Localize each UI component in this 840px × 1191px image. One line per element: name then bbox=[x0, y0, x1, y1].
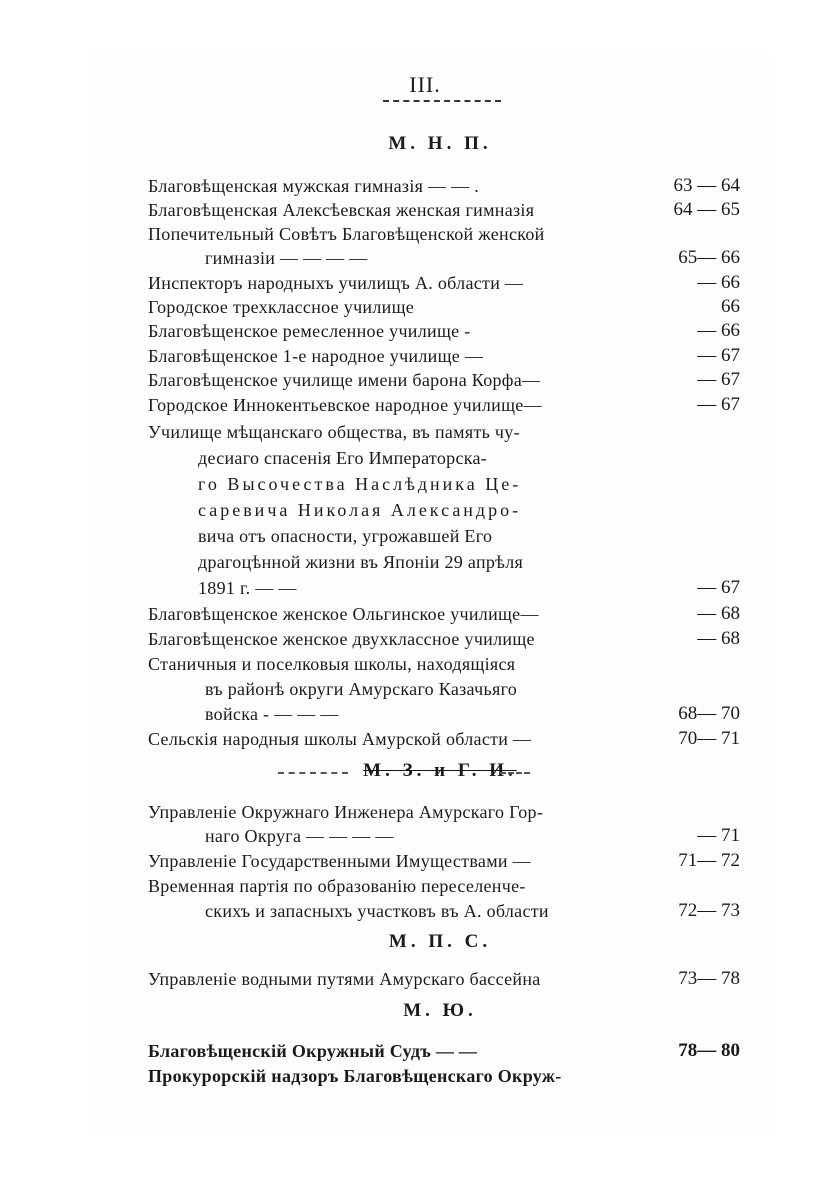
section-heading: М. П. С. bbox=[388, 931, 492, 952]
toc-entry-text: Сельскія народныя школы Амурской области — bbox=[148, 729, 532, 749]
page-number: III. bbox=[409, 72, 441, 97]
toc-entry-pages: — 71 bbox=[697, 825, 740, 846]
toc-entry-text: Попечительный Совѣтъ Благовѣщенской женской bbox=[148, 224, 545, 244]
toc-entry-pages: 70— 71 bbox=[678, 728, 740, 749]
toc-entry-pages: — 67 bbox=[697, 394, 740, 415]
toc-entry-text: Управленіе Государственными Имуществами — bbox=[148, 851, 531, 871]
toc-entry-text: Благовѣщенская мужская гимназія — — . bbox=[148, 176, 480, 196]
section-heading-text: М. З. и Г. И. bbox=[363, 760, 517, 781]
toc-entry-pages: — 68 bbox=[697, 628, 740, 649]
toc-entry-text: Благовѣщенское женское двухклассное училище bbox=[148, 629, 535, 649]
toc-entry-text: Училище мѣщанскаго общества, въ память чу- bbox=[148, 422, 520, 442]
toc-entry-pages: — 67 bbox=[697, 369, 740, 390]
toc-entry-text: Станичныя и поселковыя школы, находящіяся bbox=[148, 654, 516, 674]
toc-entry-pages: — 67 bbox=[697, 577, 740, 598]
toc-entry-pages: 78— 80 bbox=[678, 1040, 740, 1061]
toc-entry-text-continued: саревича Николая Александро- bbox=[198, 500, 522, 520]
toc-entry-text: Городское Иннокентьевское народное училище— bbox=[148, 395, 542, 415]
toc-entry-pages: — 66 bbox=[697, 320, 740, 341]
toc-entry-pages: 66 bbox=[721, 296, 740, 317]
toc-entry-text: Благовѣщенское 1-е народное училище — bbox=[148, 346, 484, 366]
toc-entry-text: Управленіе водными путями Амурскаго бассейна bbox=[148, 969, 541, 989]
toc-entry-text: Управленіе Окружнаго Инженера Амурскаго Гор- bbox=[148, 802, 544, 822]
toc-entry-text: Благовѣщенская Алексѣевская женская гимназія bbox=[148, 200, 535, 220]
section-heading: М. Н. П. bbox=[388, 133, 492, 154]
toc-entry-pages: 68— 70 bbox=[678, 703, 740, 724]
toc-entry-pages: — 68 bbox=[697, 603, 740, 624]
toc-entry-pages: 63 — 64 bbox=[673, 175, 740, 196]
toc-entry-pages: 72— 73 bbox=[678, 900, 740, 921]
section-heading bbox=[140, 760, 740, 782]
toc-entry-pages: 65— 66 bbox=[678, 247, 740, 268]
toc-entry-text: Благовѣщенскій Окружный Судъ — — bbox=[148, 1041, 478, 1061]
toc-entry-text: Городское трехклассное училище bbox=[148, 297, 415, 317]
toc-entry-text-continued: скихъ и запасныхъ участковъ въ А. области bbox=[205, 901, 549, 921]
toc-entry-text-continued: 1891 г. — — bbox=[198, 578, 297, 598]
heading-dash-right bbox=[500, 772, 530, 774]
toc-entry-pages: 73— 78 bbox=[678, 968, 740, 989]
toc-entry-text: Временная партія по образованію переселенче- bbox=[148, 876, 526, 896]
toc-entry-pages: — 66 bbox=[697, 272, 740, 293]
toc-entry-pages: 71— 72 bbox=[678, 850, 740, 871]
toc-entry-text-continued: вича отъ опасности, угрожавшей Его bbox=[198, 526, 493, 546]
toc-entry-text-continued: гимназіи — — — — bbox=[205, 248, 368, 268]
toc-entry-pages: 64 — 65 bbox=[673, 199, 740, 220]
toc-entry-text-continued: въ районѣ округи Амурскаго Казачьяго bbox=[205, 679, 518, 699]
page-number-rule bbox=[383, 100, 501, 102]
section-heading: М. Ю. bbox=[403, 1000, 477, 1021]
toc-entry-text-continued: наго Округа — — — — bbox=[205, 826, 394, 846]
toc-entry-text: Прокурорскій надзоръ Благовѣщенскаго Окруж- bbox=[148, 1066, 562, 1086]
toc-entry-text-continued: десиаго спасенія Его Императорска- bbox=[198, 448, 488, 468]
toc-entry-text-continued: го Высочества Наслѣдника Це- bbox=[198, 474, 522, 494]
toc-entry-text: Благовѣщенское женское Ольгинское училище— bbox=[148, 604, 539, 624]
toc-entry-pages: — 67 bbox=[697, 345, 740, 366]
toc-entry-text: Благовѣщенское училище имени барона Корфа— bbox=[148, 370, 541, 390]
toc-entry-text: Инспекторъ народныхъ училищъ А. области — bbox=[148, 273, 524, 293]
toc-entry-text-continued: войска - — — — bbox=[205, 704, 339, 724]
toc-entry-text-continued: драгоцѣнной жизни въ Японіи 29 апрѣля bbox=[198, 552, 524, 572]
toc-entry-text: Благовѣщенское ремесленное училище - bbox=[148, 321, 471, 341]
